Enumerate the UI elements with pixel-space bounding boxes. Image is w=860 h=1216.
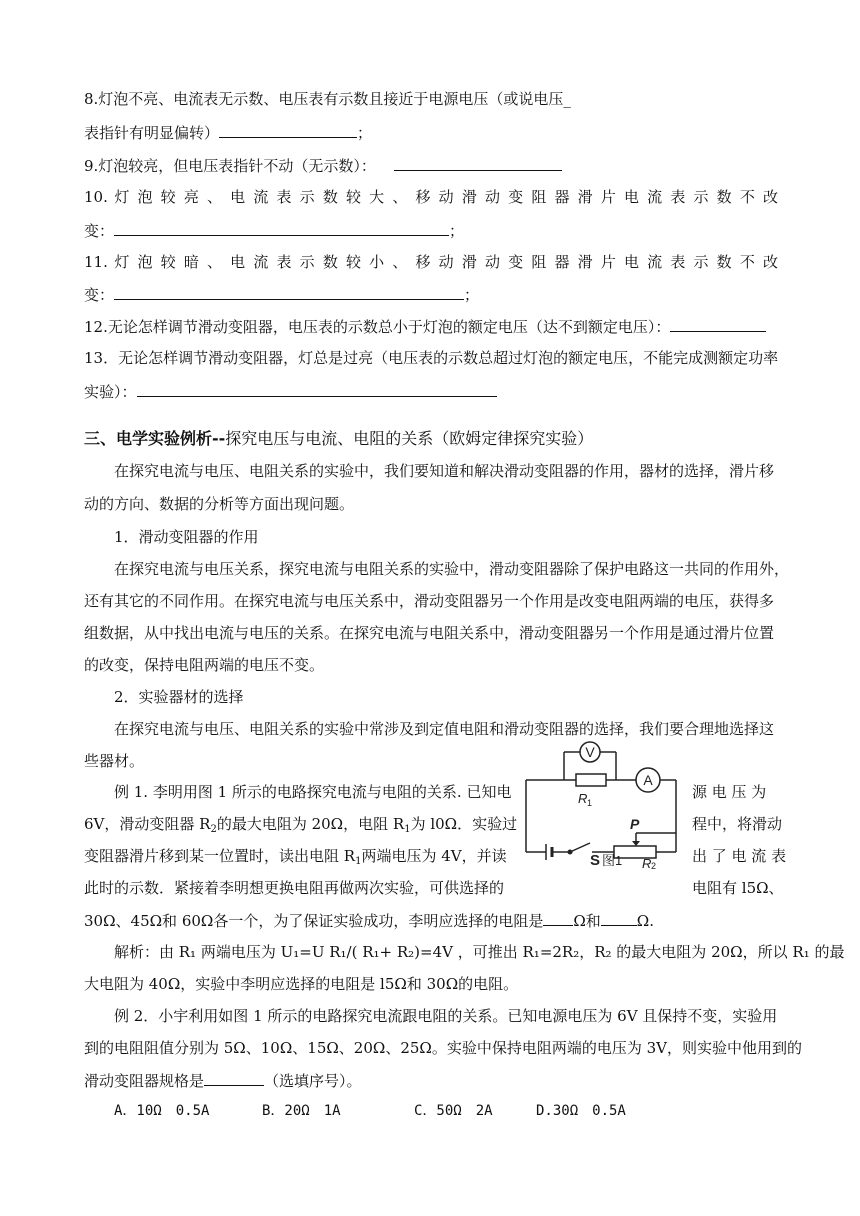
q10-text: 变：: [84, 222, 115, 240]
ex2-line2: 到的电阻阻值分别为 5Ω、10Ω、15Ω、20Ω、25Ω。实验中保持电阻两端的电压为 3V，则实验中他用到的: [84, 1039, 802, 1057]
answer-blank[interactable]: [114, 284, 464, 300]
q9-line: [84, 155, 562, 176]
q9-text: 9.灯泡较亮，但电压表指针不动（无示数）：: [84, 157, 376, 175]
answer-blank[interactable]: [114, 220, 449, 236]
ex1-text: 为 l0Ω．实验过: [410, 815, 518, 833]
ex2-text: 滑动变阻器规格是: [84, 1072, 205, 1090]
item1-line2: 还有其它的不同作用。在探究电流与电压关系中，滑动变阻器另一个作用是改变电阻两端的电压，获得多: [84, 592, 775, 610]
answer-blank[interactable]: [394, 155, 562, 171]
figure-caption: 图1: [602, 853, 623, 868]
ex1-line5: [84, 910, 654, 931]
ex2-options: [114, 1101, 626, 1121]
q10-line2: [84, 220, 464, 241]
option-c[interactable]: C．50Ω 2A: [414, 1103, 493, 1119]
section-heading-rest: 探究电压与电流、电阻的关系（欧姆定律探究实验）: [225, 429, 594, 448]
answer-blank[interactable]: [601, 910, 637, 926]
ex1-line4-left: 此时的示数．紧接着李明想更换电阻再做两次实验，可供选择的: [84, 879, 505, 897]
ex2-line1: 例 2．小宇利用如图 1 所示的电路探究电流跟电阻的关系。已知电源电压为 6V 且保持不变，实验用: [114, 1007, 778, 1025]
section-heading-bold: 三、电学实验例析--: [84, 429, 226, 448]
r2-subscript: 2: [651, 861, 657, 869]
q11-line1: 11. 灯 泡 较 暗 、 电 流 表 示 数 较 小 、 移 动 滑 动 变 阻 器 滑 片 电 流 表 示 数 不 改: [84, 253, 778, 271]
answer-blank[interactable]: [670, 316, 766, 332]
intro-line2: 动的方向、数据的分析等方面出现问题。: [84, 495, 355, 513]
resistor-r1-icon: [576, 774, 606, 786]
q11-text: 变：: [84, 286, 115, 304]
q12-line: [84, 316, 766, 337]
q13-text: 实验）：: [84, 383, 137, 401]
ex1-line3-left: [84, 846, 507, 869]
analysis-line2: 大电阻为 40Ω，实验中李明应选择的电阻是 l5Ω和 30Ω的电阻。: [84, 975, 519, 993]
voltmeter-label: V: [585, 744, 595, 760]
switch-icon: [570, 843, 590, 852]
ex1-line2-left: [84, 814, 517, 837]
subscript: 1: [404, 824, 411, 835]
subscript: 2: [210, 824, 217, 835]
q13-line1: 13．无论怎样调节滑动变阻器，灯总是过亮（电压表的示数总超过灯泡的额定电压，不能完成测额定功率: [84, 349, 779, 367]
item2-line1: 在探究电流与电压、电阻关系的实验中常涉及到定值电阻和滑动变阻器的选择，我们要合理地选择这: [114, 720, 775, 738]
ammeter-label: A: [643, 772, 653, 788]
answer-blank[interactable]: [543, 910, 573, 926]
ex1-line4-right: 电阻有 l5Ω、: [692, 879, 784, 897]
item1-line1: 在探究电流与电压关系，探究电流与电阻关系的实验中，滑动变阻器除了保护电路这一共同的作用外，: [114, 560, 790, 578]
q11-end: ；: [464, 286, 480, 304]
item1-line4: 的改变，保持电阻两端的电压不变。: [84, 656, 325, 674]
ex1-text: 变阻器滑片移到某一位置时，读出电阻 R: [84, 847, 356, 865]
q13-line2: [84, 381, 497, 402]
ex2-text: （选填序号）。: [264, 1072, 362, 1090]
r2-label: R: [642, 856, 652, 869]
p-label: P: [630, 816, 640, 832]
section-heading: [84, 429, 593, 449]
answer-blank[interactable]: [204, 1070, 264, 1086]
q8-line2: [84, 122, 372, 143]
ex1-line1-left: 例 1. 李明用图 1 所示的电路探究电流与电阻的关系. 已知电: [114, 783, 512, 801]
ex1-text: Ω和: [573, 912, 601, 930]
ex1-line2-right: 程中，将滑动: [692, 815, 783, 833]
item1-title: 1．滑动变阻器的作用: [114, 528, 259, 546]
option-d[interactable]: D.30Ω 0.5A: [536, 1103, 626, 1119]
q8-end: ；: [357, 124, 373, 142]
ex2-line3: [84, 1070, 362, 1091]
r1-label: R: [578, 791, 588, 806]
ex1-text: Ω.: [636, 912, 654, 930]
ex1-line3-right: 出 了 电 流 表: [692, 847, 787, 865]
q8-line1: 8.灯泡不亮、电流表无示数、电压表有示数且接近于电源电压（或说电压_: [84, 90, 571, 108]
ex1-text: 30Ω、45Ω和 60Ω各一个，为了保证实验成功，李明应选择的电阻是: [84, 912, 544, 930]
q10-line1: 10. 灯 泡 较 亮 、 电 流 表 示 数 较 大 、 移 动 滑 动 变 阻 器 滑 片 电 流 表 示 数 不 改: [84, 188, 778, 206]
analysis-line1: 解析：由 R₁ 两端电压为 U₁=U R₁/( R₁+ R₂)=4V ，可推出 R₁=2R₂，R₂ 的最大电阻为 20Ω，所以 R₁ 的最: [114, 943, 845, 961]
r1-subscript: 1: [587, 798, 593, 808]
q8-text: 表指针有明显偏转）: [84, 124, 220, 142]
q12-text: 12.无论怎样调节滑动变阻器，电压表的示数总小于灯泡的额定电压（达不到额定电压）：: [84, 318, 671, 336]
ex1-text: 两端电压为 4V，并读: [361, 847, 507, 865]
subscript: 1: [355, 856, 362, 867]
circuit-diagram: [516, 733, 690, 869]
ex1-text: 的最大电阻为 20Ω，电阻 R: [216, 815, 405, 833]
intro-line1: 在探究电流与电压、电阻关系的实验中，我们要知道和解决滑动变阻器的作用，器材的选择，滑片移: [114, 462, 775, 480]
q11-line2: [84, 284, 479, 305]
item2-title: 2．实验器材的选择: [114, 688, 244, 706]
q10-end: ；: [449, 222, 465, 240]
item1-line3: 组数据，从中找出电流与电压的关系。在探究电流与电阻关系中，滑动变阻器另一个作用是通过滑片位置: [84, 624, 775, 642]
item2-line2: 些器材。: [84, 752, 145, 770]
answer-blank[interactable]: [137, 381, 497, 397]
ex1-line1-right: 源 电 压 为: [692, 783, 767, 801]
answer-blank[interactable]: [219, 122, 357, 138]
ex1-text: 6V，滑动变阻器 R: [84, 815, 211, 833]
option-a[interactable]: A．10Ω 0.5A: [114, 1103, 210, 1119]
option-b[interactable]: B．20Ω 1A: [262, 1103, 341, 1119]
s-label: S: [590, 852, 601, 869]
